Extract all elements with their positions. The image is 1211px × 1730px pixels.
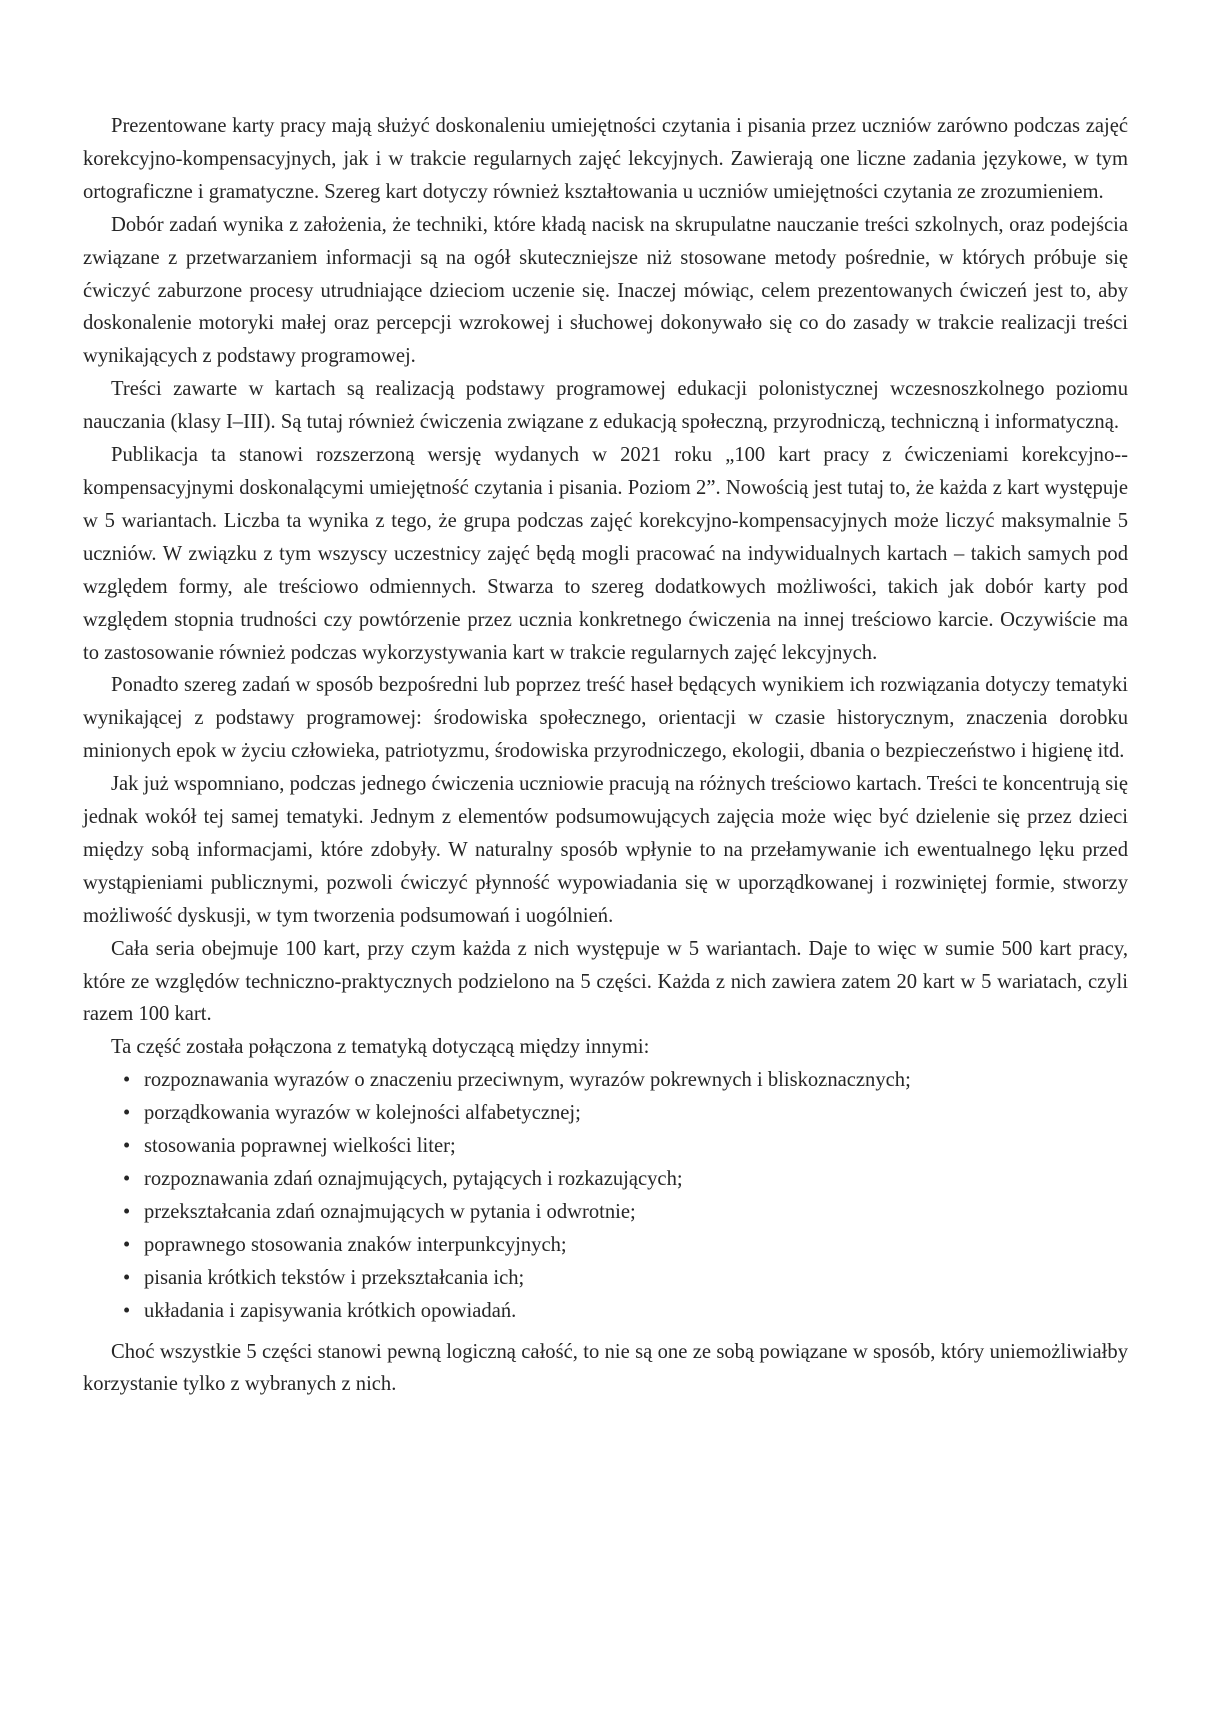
list-item	[83, 1196, 1128, 1229]
list-item	[83, 1295, 1128, 1328]
list-item-text: układania i zapisywania krótkich opowiadań.	[144, 1299, 517, 1322]
list-item	[83, 1097, 1128, 1130]
list-item	[83, 1262, 1128, 1295]
paragraph-closing: Choć wszystkie 5 części stanowi pewną logiczną całość, to nie są one ze sobą powiązane w sposób, który uniemożliwiałby korzystanie tylko z wybranych z nich.	[83, 1340, 1128, 1396]
topics-list	[83, 1064, 1128, 1327]
paragraph-intro: Prezentowane karty pracy mają służyć doskonaleniu umiejętności czytania i pisania przez uczniów zarówno podczas zajęć korekcyjno-kompensacyjnych, jak i w trakcie regularnych zajęć lekcyjnych. Zawierają one liczne zadania językowe, w tym ortograficzne i gramatyczne. Szereg kart dotyczy również kształtowania u uczniów umiejętności czytania ze zrozumieniem.	[83, 115, 1128, 203]
paragraph-curriculum: Treści zawarte w kartach są realizacją podstawy programowej edukacji polonistycznej wczesnoszkolnego poziomu nauczania (klasy I–III). Są tutaj również ćwiczenia związane z edukacją społeczną, przyrodniczą, techniczną i informatyczną.	[83, 378, 1128, 434]
bullet-icon: •	[123, 1200, 131, 1223]
list-item-text: pisania krótkich tekstów i przekształcania ich;	[144, 1266, 525, 1289]
paragraph-group-work: Jak już wspomniano, podczas jednego ćwiczenia uczniowie pracują na różnych treściowo kartach. Treści te koncentrują się jednak wokół tej samej tematyki. Jednym z elementów podsumowujących zajęcia może więc być dzielenie się przez dzieci między sobą informacjami, które zdobyły. W naturalny sposób wpłynie to na przełamywanie ich ewentualnego lęku przed wystąpieniami publicznymi, pozwoli ćwiczyć płynność wypowiadania się w uporządkowanej i rozwiniętej formie, stworzy możliwość dyskusji, w tym tworzenia podsumowań i uogólnień.	[83, 773, 1128, 927]
paragraph-task-selection: Dobór zadań wynika z założenia, że techniki, które kładą nacisk na skrupulatne nauczanie treści szkolnych, oraz podejścia związane z przetwarzaniem informacji są na ogół skuteczniejsze niż stosowane metody pośrednie, w których próbuje się ćwiczyć zaburzone procesy utrudniające dzieciom uczenie się. Inaczej mówiąc, celem prezentowanych ćwiczeń jest to, aby doskonalenie motoryki małej oraz percepcji wzrokowej i słuchowej dokonywało się co do zasady w trakcie realizacji treści wynikających z podstawy programowej.	[83, 213, 1128, 368]
list-item-text: poprawnego stosowania znaków interpunkcyjnych;	[144, 1233, 567, 1256]
document-page	[83, 110, 1128, 1401]
list-item	[83, 1229, 1128, 1262]
paragraph-publication: Publikacja ta stanowi rozszerzoną wersję wydanych w 2021 roku „100 kart pracy z ćwiczeniami korekcyjno--kompensacyjnymi doskonalącymi umiejętność czytania i pisania. Poziom 2”. Nowością jest tutaj to, że każda z kart występuje w 5 wariantach. Liczba ta wynika z tego, że grupa podczas zajęć korekcyjno-kompensacyjnych może liczyć maksymalnie 5 uczniów. W związku z tym wszyscy uczestnicy zajęć będą mogli pracować na indywidualnych kartach – takich samych pod względem formy, ale treściowo odmiennych. Stwarza to szereg dodatkowych możliwości, takich jak dobór karty pod względem stopnia trudności czy powtórzenie przez ucznia konkretnego ćwiczenia na innej treściowo karcie. Oczywiście ma to zastosowanie również podczas wykorzystywania kart w trakcie regularnych zajęć lekcyjnych.	[83, 444, 1128, 664]
list-item-text: stosowania poprawnej wielkości liter;	[144, 1135, 456, 1158]
list-item-text: porządkowania wyrazów w kolejności alfabetycznej;	[144, 1102, 581, 1125]
bullet-icon: •	[123, 1135, 131, 1158]
list-item-text: rozpoznawania wyrazów o znaczeniu przeciwnym, wyrazów pokrewnych i bliskoznacznych;	[144, 1069, 911, 1092]
list-item-text: rozpoznawania zdań oznajmujących, pytających i rozkazujących;	[144, 1168, 683, 1190]
list-item	[83, 1163, 1128, 1196]
paragraph-series: Cała seria obejmuje 100 kart, przy czym każda z nich występuje w 5 wariantach. Daje to więc w sumie 500 kart pracy, które ze względów techniczno-praktycznych podzielono na 5 części. Każda z nich zawiera zatem 20 kart w 5 wariatach, czyli razem 100 kart.	[83, 937, 1128, 1026]
list-item	[83, 1064, 1128, 1097]
bullet-icon: •	[123, 1102, 131, 1125]
bullet-icon: •	[123, 1069, 131, 1092]
paragraph-topics: Ponadto szereg zadań w sposób bezpośredni lub poprzez treść haseł będących wynikiem ich rozwiązania dotyczy tematyki wynikającej z podstawy programowej: środowiska społecznego, orientacji w czasie historycznym, znaczenia dorobku minionych epok w życiu człowieka, patriotyzmu, środowiska przyrodniczego, ekologii, dbania o bezpieczeństwo i higienę itd.	[83, 674, 1128, 763]
list-item	[83, 1130, 1128, 1163]
paragraph-list-intro: Ta część została połączona z tematyką dotyczącą między innymi:	[111, 1036, 650, 1059]
bullet-icon: •	[123, 1233, 131, 1256]
list-item-text: przekształcania zdań oznajmujących w pytania i odwrotnie;	[144, 1200, 636, 1223]
bullet-icon: •	[123, 1299, 131, 1322]
bullet-icon: •	[123, 1266, 131, 1289]
bullet-icon: •	[123, 1168, 131, 1190]
